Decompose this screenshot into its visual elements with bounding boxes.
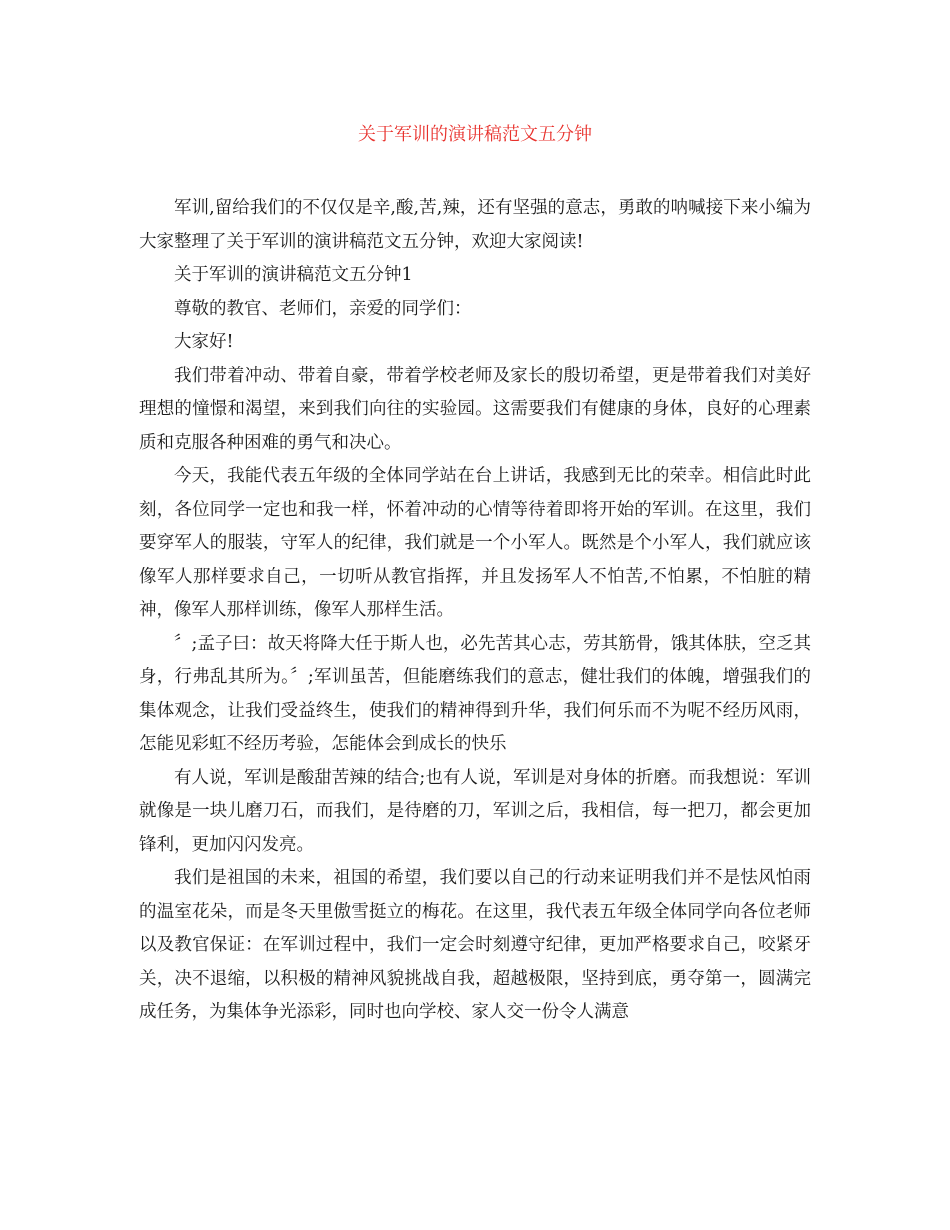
paragraph-heading: 关于军训的演讲稿范文五分钟1 — [174, 265, 413, 285]
paragraph-body: 我们带着冲动、带着自豪，带着学校老师及家长的殷切希望，更是带着我们对美好理想的憧憬和渴望，来到我们向往的实验园。这需要我们有健康的身体，良好的心理素质和克服各种困难的勇气和决心。 — [139, 365, 811, 453]
paragraph-body: 有人说，军训是酸甜苦辣的结合;也有人说，军训是对身体的折磨。而我想说：军训就像是一块儿磨刀石，而我们，是待磨的刀，军训之后，我相信，每一把刀，都会更加锋利，更加闪闪发亮。 — [139, 767, 811, 855]
paragraph-body: 〞;孟子曰：故天将降大任于斯人也，必先苦其心志，劳其筋骨，饿其体肤，空乏其身，行弗乱其所为。〞;军训虽苦，但能磨练我们的意志，健壮我们的体魄，增强我们的集体观念，让我们受益终生，使我们的精神得到升华，我们何乐而不为呢不经历风雨，怎能见彩虹不经历考验，怎能体会到成长的快乐 — [139, 633, 811, 754]
document-body — [139, 192, 811, 1030]
document-title: 关于军训的演讲稿范文五分钟 — [358, 124, 592, 145]
paragraph-greeting: 大家好! — [174, 332, 234, 352]
paragraph-body: 我们是祖国的未来，祖国的希望，我们要以自己的行动来证明我们并不是怯风怕雨的温室花朵，而是冬天里傲雪挺立的梅花。在这里，我代表五年级全体同学向各位老师以及教官保证：在军训过程中，我们一定会时刻遵守纪律，更加严格要求自己，咬紧牙关，决不退缩，以积极的精神风貌挑战自我，超越极限，坚持到底，勇夺第一，圆满完成任务，为集体争光添彩，同时也向学校、家人交一份令人满意 — [139, 868, 811, 1022]
paragraph-intro: 军训,留给我们的不仅仅是辛,酸,苦,辣，还有坚强的意志，勇敢的呐喊接下来小编为大家整理了关于军训的演讲稿范文五分钟，欢迎大家阅读! — [139, 198, 811, 252]
paragraph-body: 今天，我能代表五年级的全体同学站在台上讲话，我感到无比的荣幸。相信此时此刻，各位同学一定也和我一样，怀着冲动的心情等待着即将开始的军训。在这里，我们要穿军人的服装，守军人的纪律，我们就是一个小军人。既然是个小军人，我们就应该像军人那样要求自己，一切听从教官指挥，并且发扬军人不怕苦,不怕累，不怕脏的精神，像军人那样训练，像军人那样生活。 — [139, 466, 811, 620]
paragraph-salutation: 尊敬的教官、老师们，亲爱的同学们： — [174, 298, 472, 319]
